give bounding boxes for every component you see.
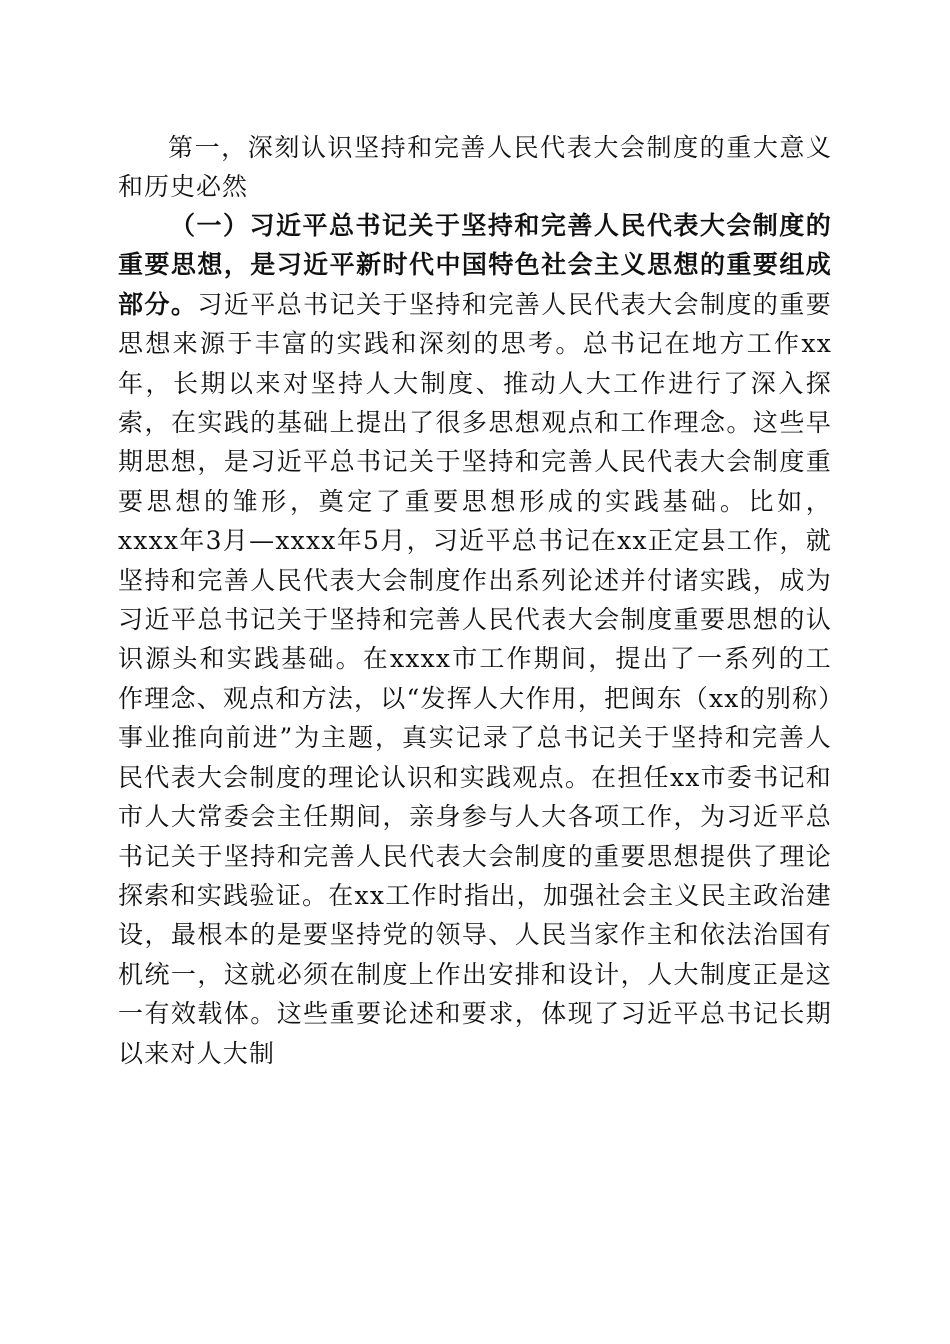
paragraph-body: 习近平总书记关于坚持和完善人民代表大会制度的重要思想来源于丰富的实践和深刻的思考。总书记在地方工作xx年，长期以来对坚持人大制度、推动人大工作进行了深入探索，在实践的基础上提出了很多思想观点和工作理念。这些早期思想，是习近平总书记关于坚持和完善人民代表大会制度重要思想的雏形，奠定了重要思想形成的实践基础。比如，xxxx年3月—xxxx年5月，习近平总书记在xx正定县工作，就坚持和完善人民代表大会制度作出系列论述并付诸实践，成为习近平总书记关于坚持和完善人民代表大会制度重要思想的认识源头和实践基础。在xxxx市工作期间，提出了一系列的工作理念、观点和方法，以“发挥人大作用，把闽东（xx的别称）事业推向前进”为主题，真实记录了总书记关于坚持和完善人民代表大会制度的理论认识和实践观点。在担任xx市委书记和市人大常委会主任期间，亲身参与人大各项工作，为习近平总书记关于坚持和完善人民代表大会制度的重要思想提供了理论探索和实践验证。在xx工作时指出，加强社会主义民主政治建设，最根本的是要坚持党的领导、人民当家作主和依法治国有机统一，这就必须在制度上作出安排和设计，人大制度正是这一有效载体。这些重要论述和要求，体现了习近平总书记长期以来对人大制	[118, 289, 832, 1068]
document-body	[118, 128, 832, 1073]
body-paragraph	[118, 206, 832, 1073]
section-heading: 第一，深刻认识坚持和完善人民代表大会制度的重大意义和历史必然	[118, 133, 832, 201]
paragraph-lead: （一）习近平总书记关于坚持和完善人民代表大会制度的重要思想，是习近平新时代中国特色社会主义思想的重要组成部分。	[118, 211, 832, 319]
